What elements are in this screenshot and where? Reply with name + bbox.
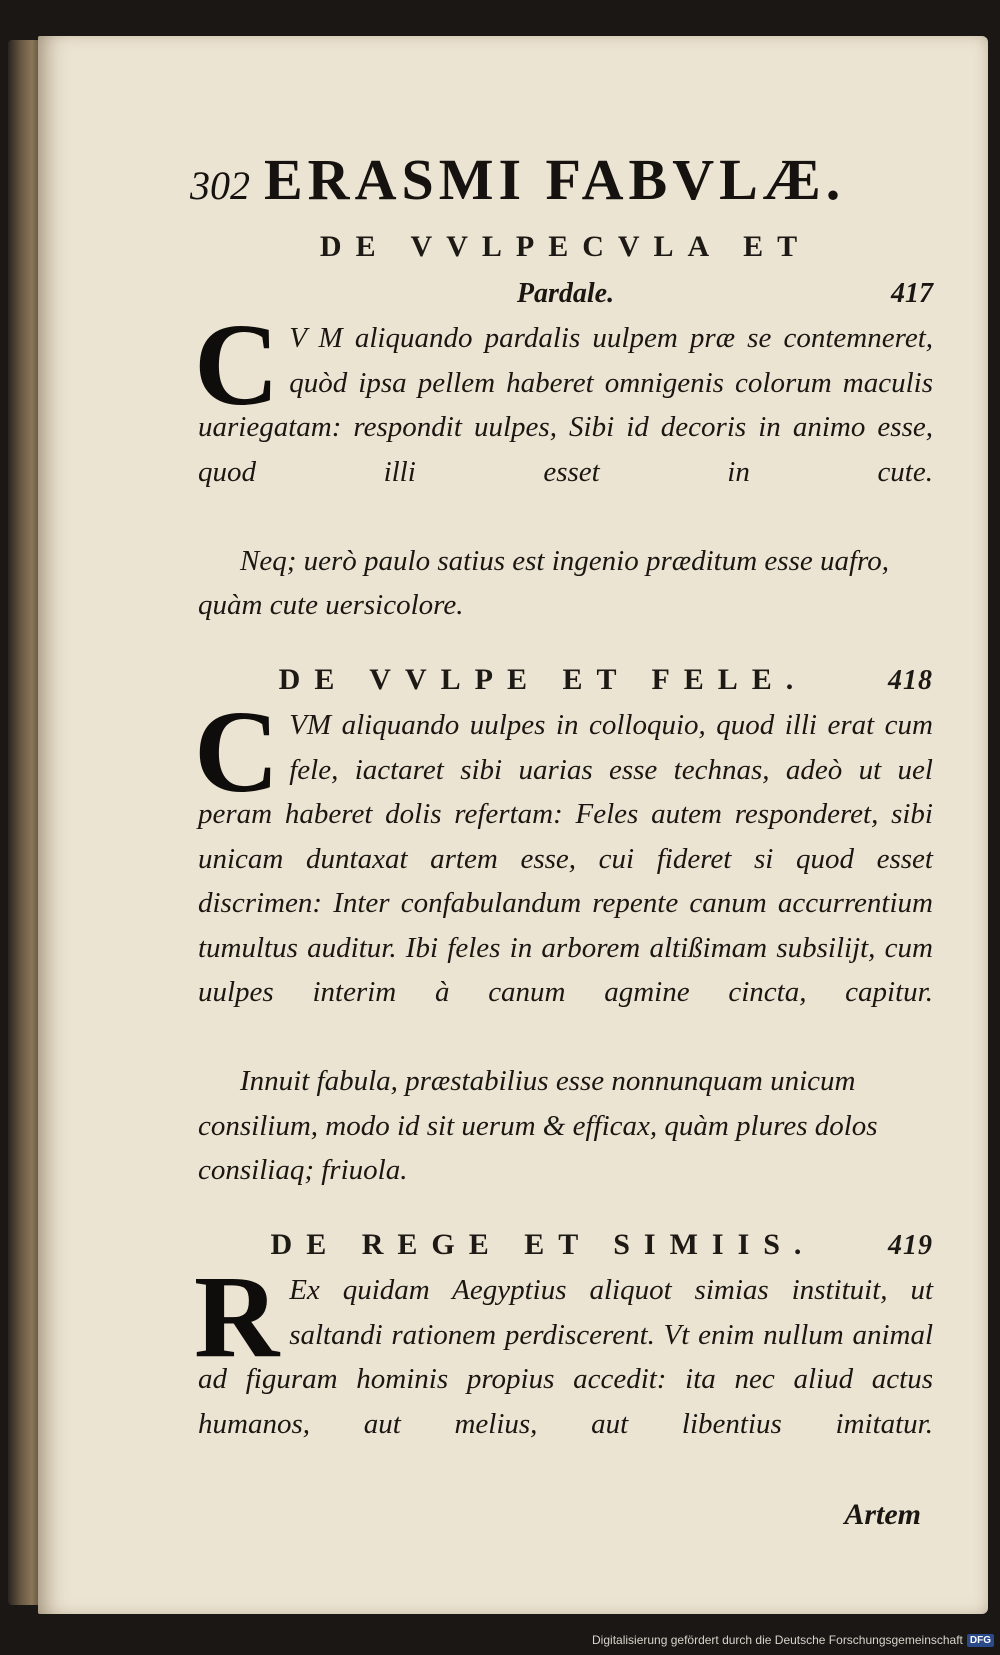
fable-text: [194, 1251, 933, 1491]
fable-418: [194, 658, 933, 1193]
fable-number: 418: [888, 664, 933, 696]
fable-body: VM aliquando uulpes in colloquio, quod illi erat cum fele, iactaret sibi uarias esse technas, adeò ut uel peram haberet dolis refertam: Feles autem responderet, sibi unicam duntaxat artem esse, cui fideret si quod esset discrimen: Inter confabulandum repente canum accurrentium tumultus auditur. Ibi feles in arborem altißimam subsilijt, cum uulpes interim à canum agmine cincta, capitur.: [198, 709, 933, 1008]
fable-419: [194, 1223, 933, 1538]
credit-text: Digitalisierung gefördert durch die Deutsche Forschungsgemeinschaft: [592, 1633, 963, 1647]
fable-title: [198, 658, 933, 704]
running-head: ERASMI FABVLÆ.: [264, 147, 846, 212]
page-number: 302: [190, 163, 250, 208]
page-content: [194, 225, 933, 1567]
fable-title: [198, 1223, 933, 1269]
drop-capital: C: [194, 299, 280, 430]
fable-title-text: DE REGE ET SIMIIS.: [270, 1227, 816, 1261]
drop-capital: C: [194, 686, 280, 817]
fable-moral: Neq; uerò paulo satius est ingenio præditum esse uafro, quàm cute uersicolore.: [198, 544, 889, 621]
fable-body: Ex quidam Aegyptius aliquot simias instituit, ut saltandi rationem perdiscerent. Vt enim nullum animal ad figuram hominis propius accedit: ita nec aliud actus humanos, aut melius, aut libentius imitatur.: [198, 1274, 933, 1440]
fable-text: [194, 686, 933, 1059]
fable-text: [194, 299, 933, 539]
digitization-credit: [592, 1633, 994, 1647]
fable-subtitle-text: Pardale.: [516, 277, 615, 309]
fable-number: 419: [888, 1229, 933, 1261]
fable-title: [198, 225, 933, 270]
fable-title-text: DE VVLPECVLA ET: [319, 230, 812, 263]
fable-moral: Innuit fabula, præstabilius esse nonnunquam unicum consilium, modo id sit uerum & efficax, quàm plures dolos consiliaq; friuola.: [198, 1065, 878, 1186]
book-spine-edge: [8, 40, 42, 1605]
fable-417: [194, 225, 933, 628]
fable-number: 417: [891, 277, 933, 309]
dfg-logo-icon: DFG: [967, 1634, 994, 1647]
fable-title-text: DE VVLPE ET FELE.: [278, 662, 808, 696]
page-header: [190, 146, 928, 213]
fable-subtitle: [198, 272, 933, 317]
catchword: Artem: [844, 1497, 921, 1531]
fable-body: V M aliquando pardalis uulpem præ se contemneret, quòd ipsa pellem haberet omnigenis colorum maculis uariegatam: respondit uulpes, Sibi id decoris in animo esse, quod illi esset in cute.: [198, 322, 933, 488]
drop-capital: R: [194, 1251, 280, 1382]
